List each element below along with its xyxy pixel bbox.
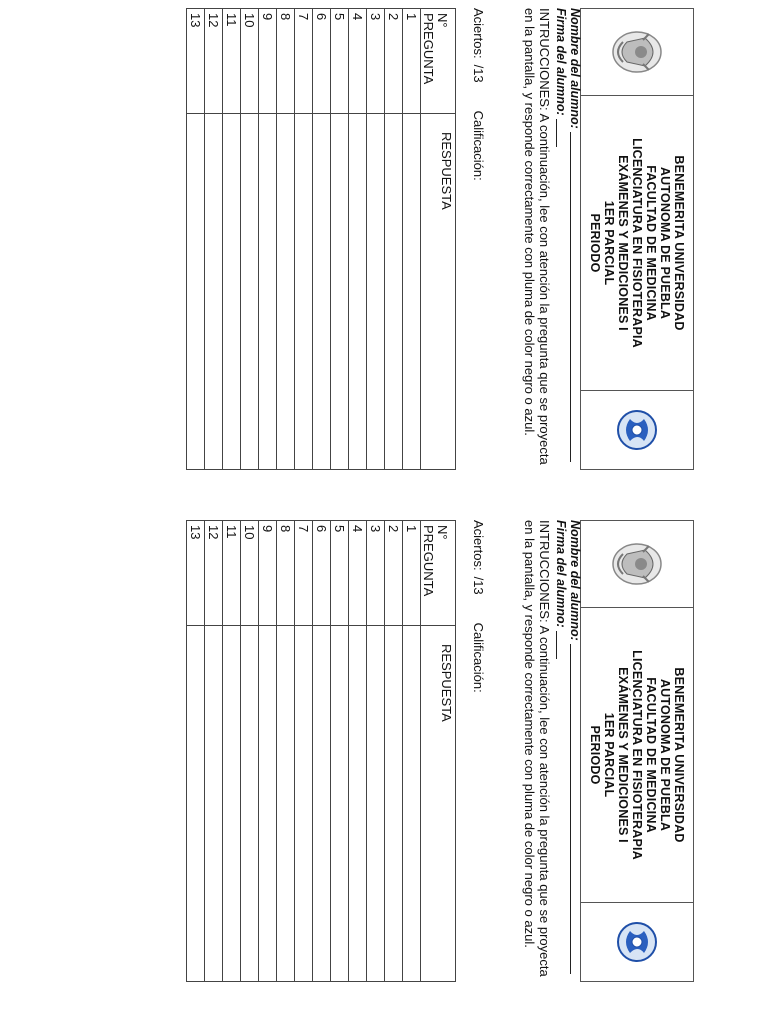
table-row bbox=[295, 521, 313, 982]
question-number: 9 bbox=[259, 521, 277, 626]
question-number: 5 bbox=[331, 9, 349, 114]
student-fields bbox=[554, 520, 582, 980]
table-row bbox=[331, 521, 349, 982]
student-signature-label: Firma del alumno: bbox=[554, 520, 568, 628]
instructions-text: INTRUCCIONES: A continuación, lee con atención la pregunta que se proyecta en la pantalla, y responde correctamente con pluma de color negro o azul. bbox=[522, 520, 552, 977]
header-line: EXÁMENES Y MEDICIONES I bbox=[616, 155, 630, 331]
table-row bbox=[223, 9, 241, 470]
question-number-header bbox=[421, 521, 456, 626]
answer-table-header bbox=[421, 9, 456, 470]
question-number: 11 bbox=[223, 521, 241, 626]
question-number: 2 bbox=[385, 9, 403, 114]
question-number-header-line1: N° bbox=[435, 13, 450, 28]
student-signature-field[interactable] bbox=[554, 520, 568, 980]
student-name-label: Nombre del alumno: bbox=[568, 8, 582, 129]
question-number: 12 bbox=[205, 521, 223, 626]
question-number: 7 bbox=[295, 521, 313, 626]
header-box bbox=[580, 520, 694, 982]
table-row bbox=[259, 9, 277, 470]
header-line: PERIODO bbox=[588, 213, 602, 273]
question-number-header-line1: N° bbox=[435, 525, 450, 540]
student-name-line[interactable] bbox=[570, 132, 582, 462]
student-fields bbox=[554, 8, 582, 468]
header-line: LICENCIATURA EN FISIOTERAPIA bbox=[630, 650, 644, 860]
answer-cell[interactable] bbox=[205, 114, 223, 470]
answer-cell[interactable] bbox=[205, 626, 223, 982]
header-line: LICENCIATURA EN FISIOTERAPIA bbox=[630, 138, 644, 348]
header-line: 1ER PARCIAL bbox=[602, 200, 616, 286]
calificacion-label: Calificación: bbox=[471, 622, 486, 693]
answer-cell[interactable] bbox=[349, 626, 367, 982]
table-row bbox=[403, 521, 421, 982]
student-signature-label: Firma del alumno: bbox=[554, 8, 568, 116]
question-number: 2 bbox=[385, 521, 403, 626]
question-number: 5 bbox=[331, 521, 349, 626]
header-line: BENEMERITA UNIVERSIDAD bbox=[672, 155, 686, 331]
student-signature-field[interactable] bbox=[554, 8, 568, 468]
faculty-logo bbox=[581, 391, 693, 469]
question-number-header-line2: PREGUNTA bbox=[421, 13, 436, 85]
question-number: 9 bbox=[259, 9, 277, 114]
answer-cell[interactable] bbox=[259, 114, 277, 470]
answer-cell[interactable] bbox=[403, 626, 421, 982]
table-row bbox=[223, 521, 241, 982]
answer-table-header bbox=[421, 521, 456, 982]
university-seal-logo bbox=[581, 9, 693, 96]
student-signature-line[interactable] bbox=[556, 631, 568, 659]
score-row bbox=[471, 8, 486, 468]
answer-cell[interactable] bbox=[349, 114, 367, 470]
answer-cell[interactable] bbox=[277, 626, 295, 982]
faculty-logo bbox=[581, 903, 693, 981]
table-row bbox=[277, 521, 295, 982]
question-number-header bbox=[421, 9, 456, 114]
answer-cell[interactable] bbox=[385, 626, 403, 982]
header-line: AUTONOMA DE PUEBLA bbox=[658, 678, 672, 832]
answer-cell[interactable] bbox=[367, 114, 385, 470]
table-row bbox=[385, 9, 403, 470]
question-number: 13 bbox=[187, 521, 205, 626]
answer-cell[interactable] bbox=[385, 114, 403, 470]
table-row bbox=[277, 9, 295, 470]
question-number: 7 bbox=[295, 9, 313, 114]
header-line: BENEMERITA UNIVERSIDAD bbox=[672, 667, 686, 843]
header-line: 1ER PARCIAL bbox=[602, 712, 616, 798]
answer-table bbox=[186, 8, 456, 470]
answer-cell[interactable] bbox=[367, 626, 385, 982]
header-box bbox=[580, 8, 694, 470]
answer-cell[interactable] bbox=[277, 114, 295, 470]
table-row bbox=[205, 521, 223, 982]
header-title bbox=[581, 96, 693, 391]
table-row bbox=[367, 521, 385, 982]
table-row bbox=[349, 9, 367, 470]
answer-table bbox=[186, 520, 456, 982]
student-name-field[interactable] bbox=[568, 8, 582, 468]
student-signature-line[interactable] bbox=[556, 119, 568, 147]
answer-cell[interactable] bbox=[313, 114, 331, 470]
question-number: 10 bbox=[241, 9, 259, 114]
question-number: 8 bbox=[277, 521, 295, 626]
question-number: 3 bbox=[367, 9, 385, 114]
table-row bbox=[313, 9, 331, 470]
answer-cell[interactable] bbox=[403, 114, 421, 470]
question-number: 4 bbox=[349, 9, 367, 114]
table-row bbox=[367, 9, 385, 470]
table-row bbox=[241, 9, 259, 470]
aciertos-total: /13 bbox=[471, 576, 486, 595]
student-name-line[interactable] bbox=[570, 644, 582, 974]
answer-cell[interactable] bbox=[241, 114, 259, 470]
answer-header: RESPUESTA bbox=[421, 626, 456, 982]
table-row bbox=[295, 9, 313, 470]
question-number: 4 bbox=[349, 521, 367, 626]
table-row bbox=[313, 521, 331, 982]
answer-cell[interactable] bbox=[295, 114, 313, 470]
score-row bbox=[471, 520, 486, 980]
student-name-label: Nombre del alumno: bbox=[568, 520, 582, 641]
header-line: EXÁMENES Y MEDICIONES I bbox=[616, 667, 630, 843]
question-number-header-line2: PREGUNTA bbox=[421, 525, 436, 597]
aciertos-label: Aciertos: bbox=[471, 520, 486, 571]
question-number: 3 bbox=[367, 521, 385, 626]
table-row bbox=[241, 521, 259, 982]
question-number: 12 bbox=[205, 9, 223, 114]
calificacion-label: Calificación: bbox=[471, 110, 486, 181]
question-number: 1 bbox=[403, 521, 421, 626]
answer-cell[interactable] bbox=[187, 626, 205, 982]
question-number: 1 bbox=[403, 9, 421, 114]
exam-sheet-2 bbox=[0, 512, 768, 1024]
answer-cell[interactable] bbox=[331, 626, 349, 982]
answer-cell[interactable] bbox=[223, 626, 241, 982]
table-row bbox=[187, 521, 205, 982]
header-line: FACULTAD DE MEDICINA bbox=[644, 165, 658, 321]
answer-cell[interactable] bbox=[187, 114, 205, 470]
university-seal-logo bbox=[581, 521, 693, 608]
answer-cell[interactable] bbox=[241, 626, 259, 982]
table-row bbox=[187, 9, 205, 470]
header-line: PERIODO bbox=[588, 725, 602, 785]
question-number: 10 bbox=[241, 521, 259, 626]
table-row bbox=[205, 9, 223, 470]
answer-cell[interactable] bbox=[223, 114, 241, 470]
question-number: 13 bbox=[187, 9, 205, 114]
question-number: 6 bbox=[313, 521, 331, 626]
header-title bbox=[581, 608, 693, 903]
question-number: 6 bbox=[313, 9, 331, 114]
answer-cell[interactable] bbox=[259, 626, 277, 982]
answer-cell[interactable] bbox=[295, 626, 313, 982]
header-line: FACULTAD DE MEDICINA bbox=[644, 677, 658, 833]
table-row bbox=[259, 521, 277, 982]
instructions-text: INTRUCCIONES: A continuación, lee con atención la pregunta que se proyecta en la pantalla, y responde correctamente con pluma de color negro o azul. bbox=[522, 8, 552, 465]
aciertos-total: /13 bbox=[471, 64, 486, 83]
table-row bbox=[349, 521, 367, 982]
answer-cell[interactable] bbox=[313, 626, 331, 982]
question-number: 11 bbox=[223, 9, 241, 114]
header-line: AUTONOMA DE PUEBLA bbox=[658, 166, 672, 320]
student-name-field[interactable] bbox=[568, 520, 582, 980]
answer-header: RESPUESTA bbox=[421, 114, 456, 470]
aciertos-label: Aciertos: bbox=[471, 8, 486, 59]
table-row bbox=[403, 9, 421, 470]
table-row bbox=[385, 521, 403, 982]
answer-cell[interactable] bbox=[331, 114, 349, 470]
question-number: 8 bbox=[277, 9, 295, 114]
table-row bbox=[331, 9, 349, 470]
